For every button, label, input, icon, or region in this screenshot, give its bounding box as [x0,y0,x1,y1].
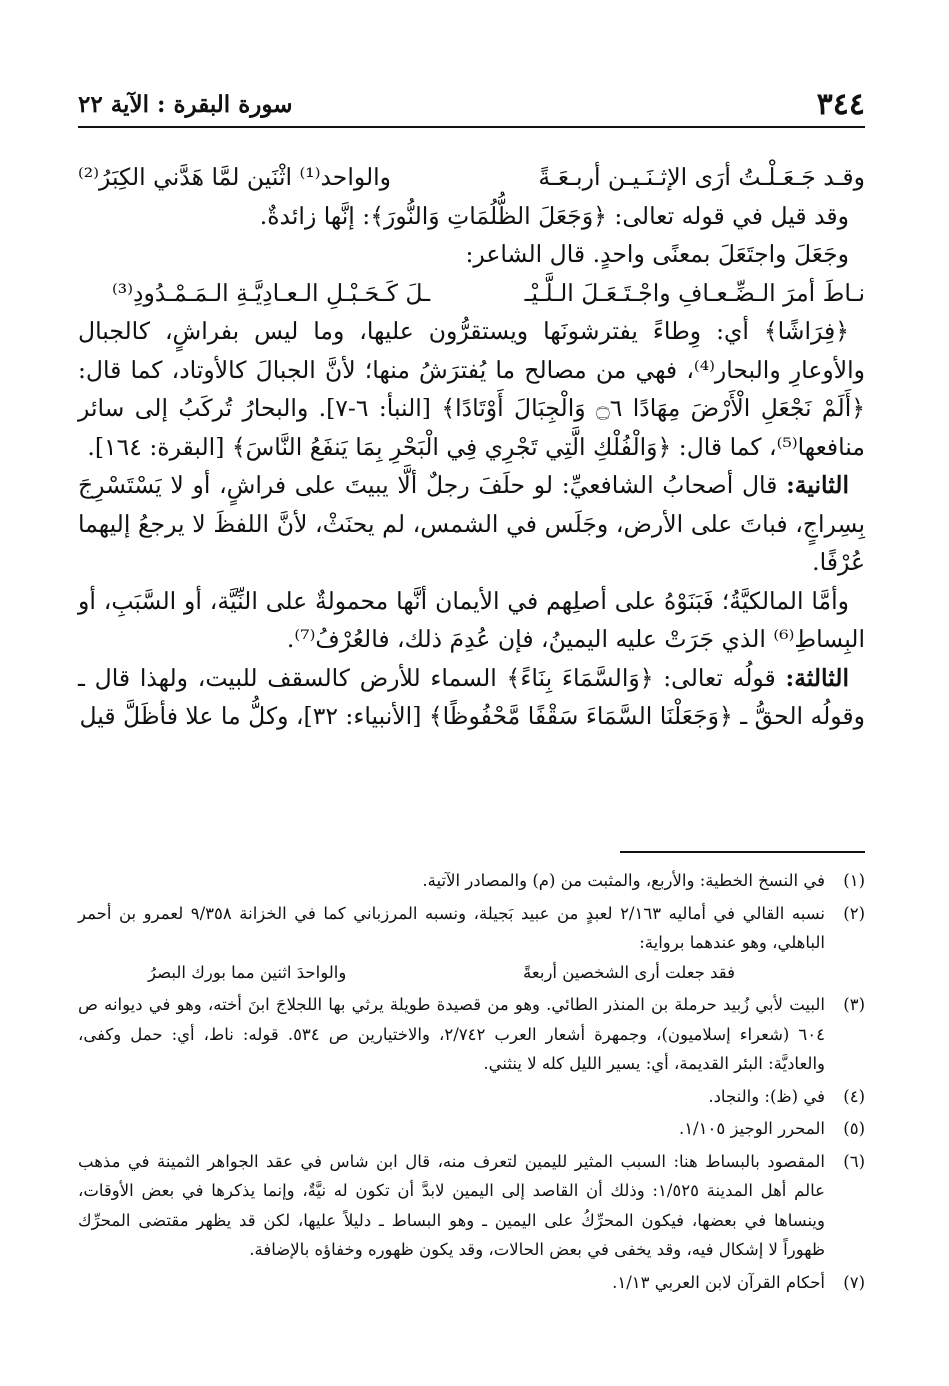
paragraph: وجَعَلَ واجتَعَلَ بمعنًى واحدٍ. قال الشاعر: [465,240,849,268]
footnote-number: (٥) [843,1119,865,1138]
poetry-verse [78,274,865,313]
footnote-text: في (ظ): والنجاد. [708,1086,825,1106]
paragraph [78,466,865,582]
footnote-number: (٤) [843,1086,865,1106]
footnote [78,990,865,1079]
poetry-verse [78,158,865,197]
footnote-number: (٢) [843,903,865,923]
main-text [78,158,865,736]
verse-second-hemistich: والواحدَ اثنين مما بورك البصرُ [148,962,347,982]
paragraph: وأمَّا المالكيَّةُ؛ فَبَنَوْهُ على أصلِهم في الأيمان أنَّها محمولةٌ على النِّيَّة، أو السَّبَبِ، أو البِساطِ⁽⁶⁾ الذي جَرَتْ عليه اليمينُ، فإن عُدِمَ ذلك، فالعُرْفُ⁽⁷⁾. [78,586,865,653]
footnote-text: نسبه القالي في أماليه ٢/١٦٣ لعبدٍ من عبيد بَجيلة، ونسبه المرزباني كما في الخزانة ٩/٣٥٨ لعمرو بن أحمر الباهلي، وهو عندهما برواية: [78,903,826,952]
footnote-verse [78,958,825,988]
footnote-text: أحكام القرآن لابن العربي ١/١٣. [612,1272,825,1292]
paragraph [78,659,865,736]
verse-first-hemistich: فقد جعلت أرى الشخصين أربعةً [523,962,735,982]
footnote-number: (٧) [843,1272,865,1292]
footnote [78,1147,865,1265]
footnote [78,1082,865,1112]
footnote-text: في النسخ الخطية: والأربع، والمثبت من (م) والمصادر الآتية. [422,871,825,890]
footnote [78,866,865,896]
footnote [78,1268,865,1298]
verse-second-hemistich: والواحد⁽¹⁾ اثْنَين لمَّا هَدَّني الكِبَرُ⁽²⁾ [78,163,392,191]
footnote-rule [620,851,865,853]
footnote-number: (٦) [843,1151,865,1171]
footnote [78,1114,865,1144]
footnote-number: (١) [843,871,865,890]
footnotes [78,866,865,1300]
page-header [78,88,865,124]
footnote-number: (٣) [843,995,865,1014]
paragraph-text: قال أصحابُ الشافعيِّ: لو حلَفَ رجلٌ ألَّا يبيتَ على فراشٍ، أو لا يَسْتَسْرِجَ بِسِراجٍ، فباتَ على الأرض، وجَلَس في الشمس، لم يحنَثْ، لأنَّ اللفظَ لا يرجعُ إليهما عُرْفًا. [78,471,865,576]
verse-first-hemistich: نـاطَ أمرَ الـضِّـعـافِ واجْـتَـعَـلَ الـلَّـيْـ [524,278,865,307]
footnote [78,899,865,988]
footnote-text: المقصود بالبساط هنا: السبب المثير لليمين لتعرف منه، قال ابن شاس في عقد الجواهر الثمينة في مذهب عالم أهل المدينة ١/٥٢٥: وذلك أن القاصد إلى اليمين لابدَّ أن تكون له نيَّةٌ، وإنما يذكرها في بعض الأوقات، وينساها في بعضها، فيكون المحرِّكُ على اليمين ـ وهو البساط ـ دليلاً عليها، لكن قد يظهر مقتضى المحرِّك ظهوراً لا إشكال فيه، وقد يخفى في بعض الحالات، وقد يكون ظهوره وخفاؤه بالإضافة. [78,1151,825,1259]
paragraph: ﴿فِرَاشًا﴾ أي: وِطاءً يفترشونَها ويستقرُّون عليها، وما ليس بفراشٍ، كالجبال والأوعارِ والبحار⁽⁴⁾، فهي من مصالح ما يُفترَشُ منها؛ لأنَّ الجبالَ كالأوتاد، كما قال: ﴿أَلَمْ نَجْعَلِ الْأَرْضَ مِهَادًا ۝٦ وَالْجِبَالَ أَوْتَادًا﴾ [النبأ: ٦-٧]. والبحارُ تُركَبُ إلى سائر منافعها⁽⁵⁾، كما قال: ﴿وَالْفُلْكِ الَّتِي تَجْرِي فِي الْبَحْرِ بِمَا يَنفَعُ النَّاسَ﴾ [البقرة: ١٦٤]. [78,317,865,461]
header-rule [78,126,865,128]
paragraph-text: قولُه تعالى: ﴿وَالسَّمَاءَ بِنَاءً﴾ السماء للأرض كالسقف للبيت، ولهذا قال ـ وقولُه الحقُّ ـ ﴿وَجَعَلْنَا السَّمَاءَ سَقْفًا مَّحْفُوظًا﴾ [الأنبياء: ٣٢]، وكلُّ ما علا فأظَلَّ قيل [78,663,865,730]
section-label: الثانية: [786,471,849,499]
verse-second-hemistich: ـلَ كَـحَـبْـلِ الـعـادِيَّـةِ الـمَـمْـدُودِ⁽³⁾ [112,278,431,307]
footnote-text: المحرر الوجيز ١/١٠٥. [678,1119,825,1138]
page-number: ٣٤٤ [816,87,865,122]
verse-first-hemistich: وقـد جَـعَـلْـتُ أرَى الإثـنَـيـن أربـعَـةً [538,163,865,191]
footnote-text: البيت لأبي زُبيد حرملة بن المنذر الطائي. وهو من قصيدة طويلة يرثي بها اللجلاجَ ابنَ أخته، وهو في ديوانه ص ٦٠٤ (شعراء إسلاميون)، وجمهرة أشعار العرب ٢/٧٤٢، والاختيارين ص ٥٣٤. قوله: ناط، أي: حمل وكفى، والعاديَّة: البئر القديمة، أي: يسير الليل كله لا ينثني. [78,995,826,1073]
surah-title: سورة البقرة : الآية ٢٢ [78,91,293,118]
section-label: الثالثة: [785,663,849,692]
paragraph: وقد قيل في قوله تعالى: ﴿وَجَعَلَ الظُّلُمَاتِ وَالنُّورَ﴾: إنَّها زائدةٌ. [259,201,849,230]
